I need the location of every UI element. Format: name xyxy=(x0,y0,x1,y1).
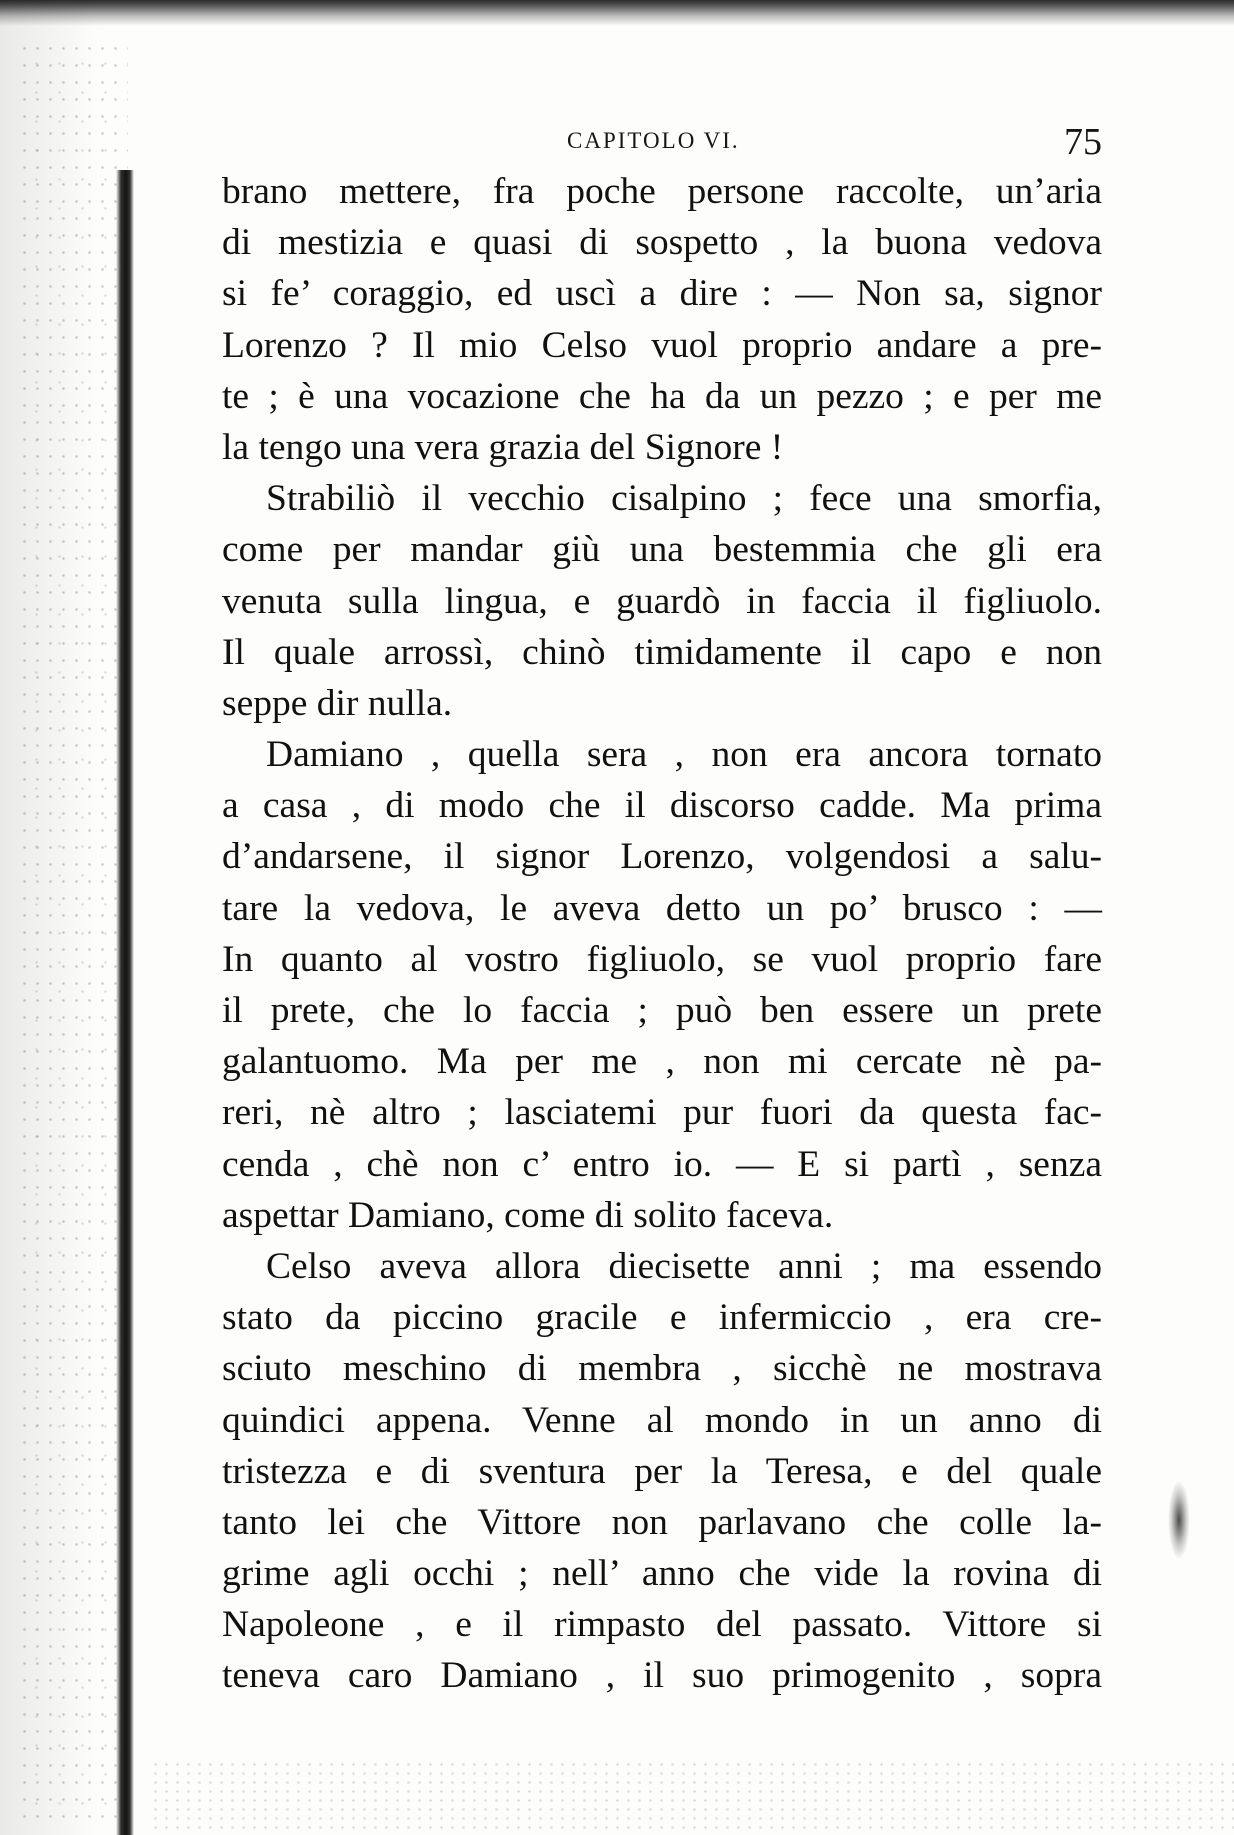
body-text xyxy=(222,166,1102,1702)
text-line: tristezza e di sventura per la Teresa, e del quale xyxy=(222,1450,1102,1492)
text-line: In quanto al vostro figliuolo, se vuol proprio fare xyxy=(222,938,1102,980)
text-line: il prete, che lo faccia ; può ben essere un prete xyxy=(222,990,1102,1031)
text-line: a casa , di modo che il discorso cadde. Ma prima xyxy=(222,785,1102,827)
text-line: venuta sulla lingua, e guardò in faccia il figliuolo. xyxy=(222,580,1102,622)
page-number: 75 xyxy=(1064,121,1102,163)
text-line: si fe’ coraggio, ed uscì a dire : — Non sa, signor xyxy=(222,273,1102,315)
text-line: Celso aveva allora diecisette anni ; ma essendo xyxy=(266,1245,1102,1287)
text-line: galantuomo. Ma per me , non mi cercate nè pa- xyxy=(222,1041,1102,1083)
text-line: Il quale arrossì, chinò timidamente il capo e non xyxy=(222,631,1102,673)
text-line: d’andarsene, il signor Lorenzo, volgendosi a salu- xyxy=(222,836,1102,878)
text-line: aspettar Damiano, come di solito faceva. xyxy=(222,1194,834,1236)
running-header xyxy=(222,120,1102,164)
page-top-shadow xyxy=(0,0,1234,26)
text-line: seppe dir nulla. xyxy=(222,682,453,724)
text-line: tare la vedova, le aveva detto un po’ brusco : — xyxy=(222,887,1102,929)
text-line: sciuto meschino di membra , sicchè ne mostrava xyxy=(222,1348,1102,1390)
gutter-speckle xyxy=(18,40,128,1820)
text-line: stato da piccino gracile e infermiccio , era cre- xyxy=(222,1297,1102,1339)
text-line: come per mandar giù una bestemmia che gli era xyxy=(222,529,1102,571)
text-line: teneva caro Damiano , il suo primogenito , sopra xyxy=(222,1655,1102,1697)
text-line: di mestizia e quasi di sospetto , la buona vedova xyxy=(222,222,1102,264)
text-line: grime agli occhi ; nell’ anno che vide la rovina di xyxy=(222,1553,1102,1595)
text-line: Strabiliò il vecchio cisalpino ; fece una smorfia, xyxy=(266,478,1102,520)
text-line: reri, nè altro ; lasciatemi pur fuori da questa fac- xyxy=(222,1092,1102,1134)
chapter-title: CAPITOLO VI. xyxy=(567,128,740,153)
ink-smudge xyxy=(1168,1480,1190,1560)
text-line: brano mettere, fra poche persone raccolte, un’aria xyxy=(222,171,1102,212)
text-line: Lorenzo ? Il mio Celso vuol proprio andare a pre- xyxy=(222,324,1102,366)
text-line: te ; è una vocazione che ha da un pezzo ; e per me xyxy=(222,375,1102,417)
bottom-speckle xyxy=(150,1760,1234,1835)
text-line: tanto lei che Vittore non parlavano che colle la- xyxy=(222,1501,1102,1543)
text-line: Damiano , quella sera , non era ancora tornato xyxy=(266,734,1102,776)
text-line: cenda , chè non c’ entro io. — E si partì , senza xyxy=(222,1143,1102,1185)
text-line: quindici appena. Venne al mondo in un anno di xyxy=(222,1399,1102,1441)
text-line: la tengo una vera grazia del Signore ! xyxy=(222,426,784,468)
text-line: Napoleone , e il rimpasto del passato. Vittore si xyxy=(222,1604,1102,1646)
binding-edge xyxy=(116,170,134,1835)
